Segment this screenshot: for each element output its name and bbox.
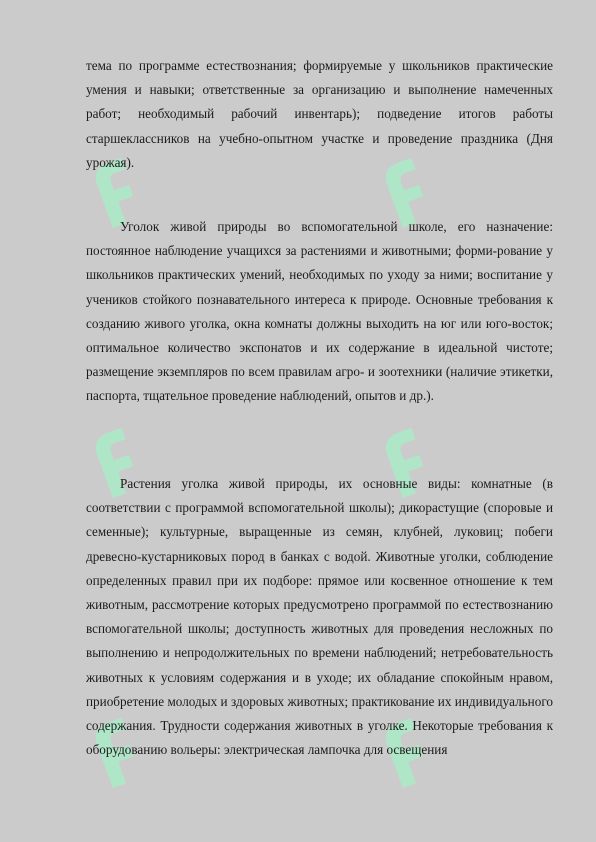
paragraph: тема по программе естествознания; формируемые у школьников практические умения и навыки; ответственные за организацию и выполнение намеченных работ; необходимый рабочий инвентарь); подведение итогов работы старшеклассников на учебно-опытном участке и проведение праздника (Дня урожая). <box>86 58 553 170</box>
body-text <box>86 472 553 762</box>
body-text <box>86 215 553 409</box>
body-text <box>86 54 553 175</box>
paragraph: Растения уголка живой природы, их основные виды: комнатные (в соответствии с программой вспомогательной школы); дикорастущие (споровые и семенные); культурные, выращенные из семян, клубней, луковиц; побеги древесно-кустарниковых пород в банках с водой. Животные уголки, соблюдение определенных правил при их подборе: прямое или косвенное отношение к тем животным, рассмотрение которых предусмотрено программой по естествознанию вспомогательной школы; доступность животных для проведения несложных по выполнению и непродолжительных по времени наблюдений; нетребовательность животных к условиям содержания и в уходе; их обладание спокойным нравом, приобретение молодых и здоровых животных; практикование их индивидуального содержания. Трудности содержания животных в уголке. Некоторые требования к оборудованию вольеры: электрическая лампочка для освещения <box>86 476 553 758</box>
paragraph: Уголок живой природы во вспомогательной школе, его назначение: постоянное наблюдение учащихся за растениями и животными; форми-рование у школьников практических умений, необходимых по уходу за ними; воспитание у учеников стойкого познавательного интереса к природе. Основные требования к созданию живого уголка, окна комнаты должны выходить на юг или юго-восток; оптимальное количество экспонатов и их содержание в идеальной чистоте; размещение экземпляров по всем правилам агро- и зоотехники (наличие этикетки, паспорта, тщательное проведение наблюдений, опытов и др.). <box>86 219 553 404</box>
